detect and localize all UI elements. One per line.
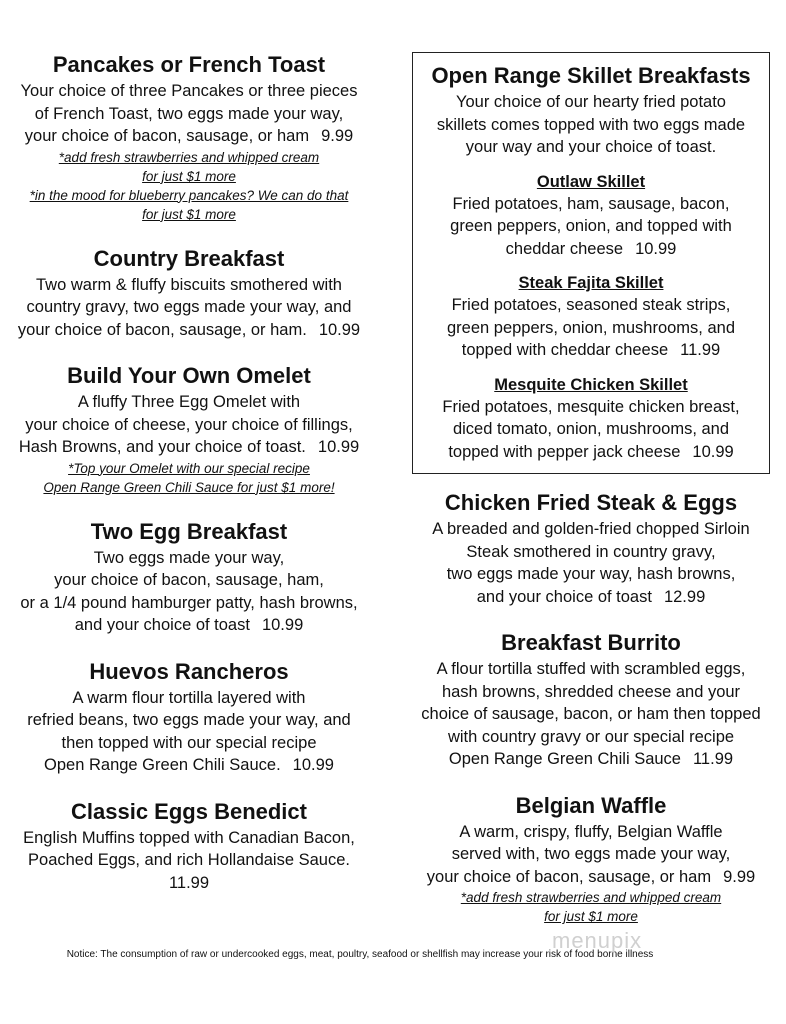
description-line: served with, two eggs made your way,: [451, 845, 731, 863]
menu-item-country-breakfast: [8, 244, 370, 342]
price-line: [8, 436, 370, 459]
skillet-title: Mesquite Chicken Skillet: [494, 375, 688, 394]
description-line: green peppers, onion, and topped with: [450, 217, 732, 235]
menu-item-huevos-rancheros: [8, 657, 370, 777]
price-line: [419, 339, 763, 362]
item-description: [8, 391, 370, 459]
description-line: choice of sausage, bacon, or ham then topped: [421, 705, 761, 723]
item-price: 11.99: [692, 750, 734, 768]
skillet-steak-fajita-skillet: [419, 272, 763, 362]
description-line: Your choice of our hearty fried potato: [456, 93, 726, 111]
skillet-intro: [419, 91, 763, 159]
item-description: [412, 821, 770, 889]
description-line: A warm flour tortilla layered with: [72, 688, 306, 707]
description-line: with country gravy or our special recipe: [447, 727, 735, 746]
description-line: refried beans, two eggs made your way, and: [27, 711, 351, 729]
description-line: A warm, crispy, fluffy, Belgian Waffle: [459, 822, 723, 841]
item-note: for just $1 more: [142, 206, 236, 222]
menu-item-classic-eggs-benedict: [8, 797, 370, 895]
description-line: country gravy, two eggs made your way, and: [26, 298, 352, 316]
description-line: English Muffins topped with Canadian Bacon,: [23, 828, 355, 847]
item-title: Huevos Rancheros: [89, 658, 289, 684]
price-line: [8, 872, 370, 895]
description-line: Your choice of three Pancakes or three pieces: [20, 82, 358, 100]
menu-item-build-your-own-omelet: [8, 361, 370, 497]
item-price: 11.99: [680, 341, 721, 359]
skillet-title: Outlaw Skillet: [536, 172, 646, 191]
description-line: A breaded and golden-fried chopped Sirloin: [432, 520, 750, 538]
price-line-text: topped with cheddar cheese: [461, 341, 669, 359]
price-line-text: Open Range Green Chili Sauce.: [44, 756, 281, 774]
menu-item-pancakes-or-french-toast: [8, 50, 370, 224]
left-column: [8, 50, 370, 914]
item-note: Open Range Green Chili Sauce for just $1 more!: [43, 479, 335, 495]
price-line: [8, 754, 370, 777]
price-line-text: your choice of bacon, sausage, or ham.: [17, 320, 307, 339]
menupix-watermark: menupix: [552, 928, 643, 953]
item-price: 10.99: [261, 616, 304, 634]
skillet-section-title: Open Range Skillet Breakfasts: [431, 63, 751, 88]
description-line: your choice of cheese, your choice of fillings,: [25, 415, 353, 434]
item-description: [412, 518, 770, 608]
price-line: [8, 319, 370, 342]
description-line: Poached Eggs, and rich Hollandaise Sauce.: [28, 851, 350, 869]
item-title: Breakfast Burrito: [501, 630, 681, 655]
item-price: 10.99: [317, 438, 360, 456]
description-line: skillets comes topped with two eggs made: [436, 115, 746, 134]
description-line: then topped with our special recipe: [61, 733, 317, 752]
price-line: [419, 238, 763, 261]
description-line: hash browns, shredded cheese and your: [441, 682, 741, 701]
item-title: Pancakes or French Toast: [52, 52, 326, 77]
item-title: Two Egg Breakfast: [90, 518, 288, 544]
description-line: Two warm & fluffy biscuits smothered with: [36, 275, 342, 294]
menu-item-chicken-fried-steak-eggs: [412, 488, 770, 608]
price-line-text: cheddar cheese: [505, 239, 624, 258]
description-line: or a 1/4 pound hamburger patty, hash browns,: [20, 593, 358, 612]
description-line: your way and your choice of toast.: [465, 138, 717, 156]
item-description: [8, 827, 370, 895]
skillet-description: [419, 396, 763, 464]
item-price: 11.99: [168, 873, 210, 892]
item-note: for just $1 more: [544, 909, 638, 924]
price-line: [412, 748, 770, 771]
price-line-text: your choice of bacon, sausage, or ham: [24, 127, 310, 145]
food-safety-notice: Notice: The consumption of raw or undercooked eggs, meat, poultry, seafood or shellfish may increase your risk of food borne illness: [66, 949, 654, 960]
item-title: Chicken Fried Steak & Eggs: [444, 490, 738, 515]
description-line: diced tomato, onion, mushrooms, and: [452, 420, 730, 438]
skillet-title: Steak Fajita Skillet: [518, 274, 664, 292]
item-price: 9.99: [723, 867, 756, 886]
price-line-text: and your choice of toast: [476, 587, 652, 606]
item-price: 10.99: [318, 320, 361, 339]
description-line: green peppers, onion, mushrooms, and: [446, 318, 735, 337]
item-price: 10.99: [635, 239, 677, 258]
menu-item-belgian-waffle: [412, 791, 770, 927]
right-column: [412, 52, 770, 946]
item-title: Country Breakfast: [93, 245, 285, 271]
menu-item-two-egg-breakfast: [8, 517, 370, 637]
description-line: two eggs made your way, hash browns,: [446, 565, 736, 583]
price-line-text: topped with pepper jack cheese: [448, 442, 681, 461]
description-line: of French Toast, two eggs made your way,: [34, 104, 344, 123]
skillet-mesquite-chicken-skillet: [419, 374, 763, 464]
price-line: [412, 866, 770, 889]
skillet-description: [419, 193, 763, 261]
item-description: [412, 658, 770, 771]
item-title: Belgian Waffle: [515, 792, 667, 818]
item-note: *Top your Omelet with our special recipe: [68, 460, 310, 476]
item-description: [8, 274, 370, 342]
item-description: [8, 687, 370, 777]
item-note: *add fresh strawberries and whipped cream: [58, 149, 320, 165]
item-price: 9.99: [321, 127, 354, 145]
skillet-description: [419, 294, 763, 362]
skillet-outlaw-skillet: [419, 171, 763, 261]
item-price: 10.99: [292, 756, 334, 774]
description-line: A flour tortilla stuffed with scrambled eggs,: [436, 660, 746, 678]
item-title: Classic Eggs Benedict: [71, 798, 307, 824]
description-line: Fried potatoes, seasoned steak strips,: [451, 296, 731, 314]
description-line: A fluffy Three Egg Omelet with: [77, 393, 301, 411]
description-line: Fried potatoes, mesquite chicken breast,: [442, 397, 740, 416]
item-note: *in the mood for blueberry pancakes? We can do that: [29, 187, 349, 203]
item-price: 10.99: [692, 442, 734, 461]
price-line: [412, 586, 770, 609]
item-description: [8, 80, 370, 148]
price-line: [8, 614, 370, 637]
description-line: Two eggs made your way,: [93, 548, 285, 567]
price-line-text: Open Range Green Chili Sauce: [448, 750, 681, 768]
item-note: for just $1 more: [142, 168, 236, 184]
item-price: 12.99: [663, 587, 706, 606]
item-title: Build Your Own Omelet: [67, 363, 311, 388]
price-line: [419, 441, 763, 464]
description-line: Steak smothered in country gravy,: [466, 542, 716, 561]
price-line-text: your choice of bacon, sausage, or ham: [426, 867, 712, 886]
price-line-text: and your choice of toast: [74, 616, 250, 634]
description-line: your choice of bacon, sausage, ham,: [54, 571, 324, 589]
item-note: *add fresh strawberries and whipped cream: [460, 890, 722, 905]
price-line-text: Hash Browns, and your choice of toast.: [18, 438, 306, 456]
skillet-box: [412, 52, 770, 474]
item-description: [8, 547, 370, 637]
description-line: Fried potatoes, ham, sausage, bacon,: [452, 194, 730, 213]
menu-item-breakfast-burrito: [412, 628, 770, 771]
price-line: [8, 125, 370, 148]
